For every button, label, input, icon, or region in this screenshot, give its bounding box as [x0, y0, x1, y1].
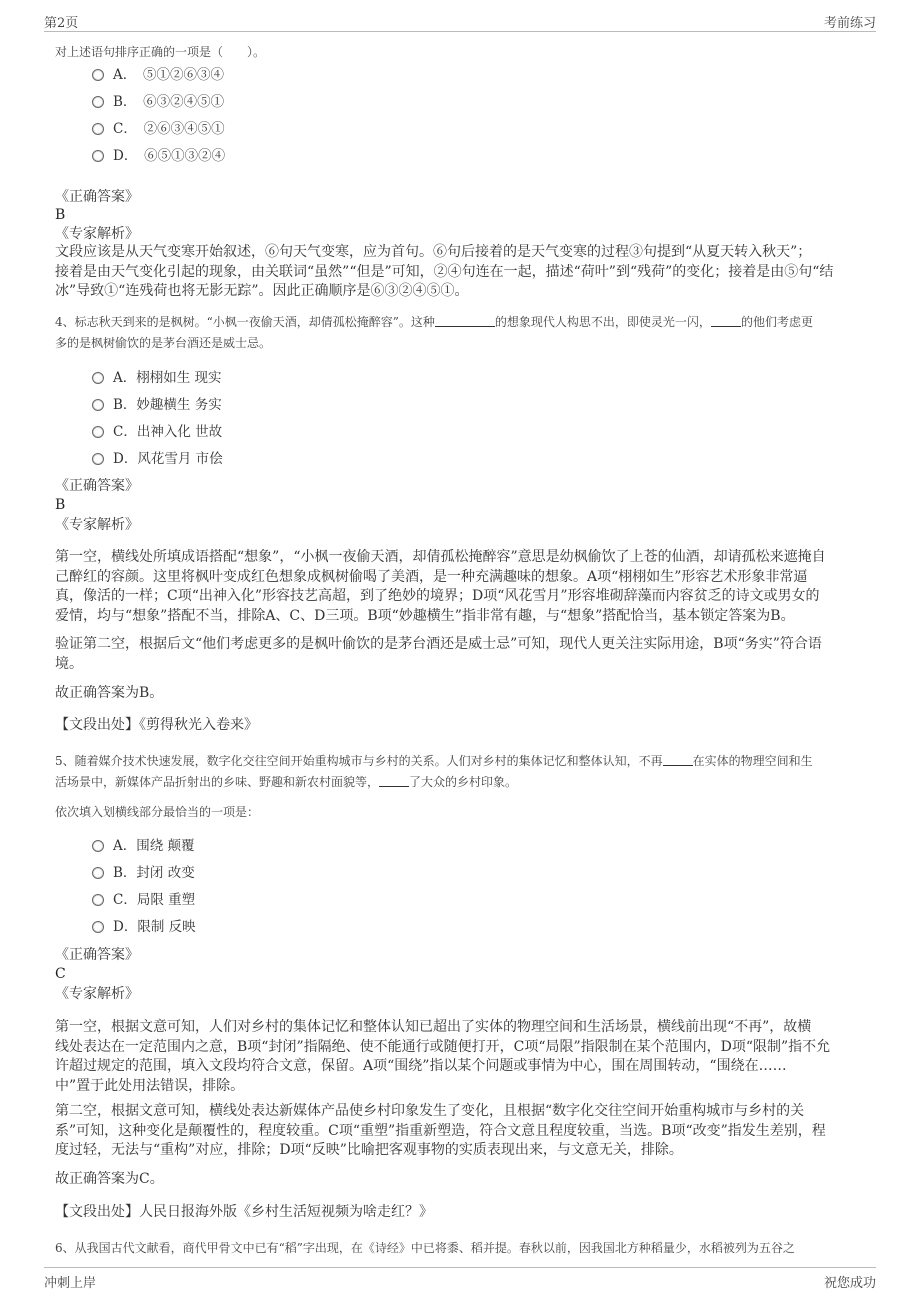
radio-icon[interactable]: [92, 96, 104, 108]
footer-left: 冲刺上岸: [44, 1276, 97, 1291]
q4-stem: [55, 312, 865, 354]
option-label: D． ⑥⑤①③②④: [113, 148, 226, 164]
q5-option-d[interactable]: [92, 917, 196, 937]
q5-prompt: 依次填入划横线部分最恰当的一项是：: [55, 805, 260, 819]
radio-icon[interactable]: [92, 123, 104, 135]
q5-conclusion: 故正确答案为C。: [55, 1171, 164, 1187]
q3-stem: 对上述语句排序正确的一项是（ ）。: [55, 45, 266, 59]
text-line: 系”可知，这种变化是颠覆性的，程度较重。C项“重塑”指重新塑造，符合文意且程度较重，当选。B项“改变”指发生差别，程: [55, 1122, 826, 1139]
q5-option-a[interactable]: [92, 836, 195, 856]
q3-option-a[interactable]: [92, 65, 224, 85]
q4-analysis-label: 《专家解析》: [55, 517, 139, 533]
text-line: 许超过规定的范围，填入文段均符合文意，保留。A项“围绕”指以某个问题或事情为中心，围在周围转动，“围绕在……: [55, 1058, 787, 1074]
option-label: C．出神入化 世故: [113, 424, 223, 440]
header-title: 考前练习: [823, 16, 876, 31]
text-line: 验证第二空，根据后文“他们考虑更多的是枫叶偷饮的是茅台酒还是威士忌”可知，现代人更关注实际用途，B项“务实”符合语: [55, 636, 822, 652]
radio-icon[interactable]: [92, 840, 104, 852]
option-label: D．风花雪月 市侩: [113, 451, 223, 467]
q5-analysis-p2: [55, 1102, 865, 1161]
q5-option-b[interactable]: [92, 863, 195, 883]
q4-conclusion: 故正确答案为B。: [55, 685, 164, 701]
option-label: C． ②⑥③④⑤①: [113, 121, 225, 137]
blank-line: [379, 773, 409, 787]
q3-option-c[interactable]: [92, 119, 225, 139]
q4-analysis-p2: [55, 635, 865, 674]
q3-analysis-label: 《专家解析》: [55, 226, 139, 242]
q4-option-c[interactable]: [92, 422, 222, 442]
q5-source: 【文段出处】人民日报海外版《乡村生活短视频为啥走红？》: [55, 1204, 433, 1220]
radio-icon[interactable]: [92, 399, 104, 411]
stem-part: 活场景中，新媒体产品折射出的乡味、野趣和新农村面貌等，: [55, 775, 380, 789]
option-label: C．局限 重塑: [113, 892, 196, 908]
q3-option-b[interactable]: [92, 92, 224, 112]
option-label: B．封闭 改变: [113, 865, 195, 881]
q5-analysis-label: 《专家解析》: [55, 986, 139, 1002]
option-label: A． ⑤①②⑥③④: [113, 67, 224, 83]
text-line: 度过轻，无法与“重构”对应，排除；D项“反映”比喻把客观事物的实质表现出来，与文意无关，排除。: [55, 1142, 683, 1158]
stem-part: 5、随着媒介技术快速发展，数字化交往空间开始重构城市与乡村的关系。人们对乡村的集体记忆和整体认知，不再: [55, 754, 663, 768]
q5-answer-label: 《正确答案》: [55, 947, 139, 963]
q3-option-d[interactable]: [92, 146, 225, 166]
text-line: 第二空，根据文意可知，横线处表达新媒体产品使乡村印象发生了变化，且根据“数字化交往空间开始重构城市与乡村的关: [55, 1103, 805, 1119]
text-line: 第一空，根据文意可知，人们对乡村的集体记忆和整体认知已超出了实体的物理空间和生活场景，横线前出现“不再”，故横: [55, 1019, 812, 1035]
text-line: 线处表达在一定范围内之意，B项“封闭”指隔绝、使不能通行或随便打开，C项“局限”指限制在某个范围内，D项“限制”指不允: [55, 1038, 831, 1055]
blank-line: [435, 313, 495, 327]
text-line: 接着是由天气变化引起的现象，由关联词“虽然”“但是”可知，②④句连在一起，描述“荷叶”到“残荷”的变化；接着是由⑤句“结: [55, 263, 834, 280]
text-line: 己醉红的容颜。这里将枫叶变成红色想象成枫树偷喝了美酒，是一种充满趣味的想象。A项“栩栩如生”形容艺术形象非常逼: [55, 568, 808, 585]
option-label: B． ⑥③②④⑤①: [113, 94, 225, 110]
q4-option-b[interactable]: [92, 395, 222, 415]
radio-icon[interactable]: [92, 894, 104, 906]
radio-icon[interactable]: [92, 150, 104, 162]
q5-option-c[interactable]: [92, 890, 195, 910]
q4-analysis-p1: [55, 548, 865, 626]
blank-line: [663, 752, 693, 766]
q5-answer: C: [55, 966, 66, 982]
q3-answer-label: 《正确答案》: [55, 189, 139, 205]
q6-stem: 6、从我国古代文献看，商代甲骨文中已有“稻”字出现，在《诗经》中已将黍、稻并提。春秋以前，因我国北方种稻量少，水稻被列为五谷之: [55, 1241, 795, 1255]
stem-part: 4、标志秋天到来的是枫树。“小枫一夜偷天酒，却倩孤松掩醉容”。这种: [55, 315, 435, 329]
footer-right: 祝您成功: [823, 1276, 876, 1291]
q4-answer: B: [55, 497, 66, 513]
radio-icon[interactable]: [92, 69, 104, 81]
stem-part: 在实体的物理空间和生: [692, 754, 813, 768]
text-line: 真，像活的一样；C项“出神入化”形容技艺高超，到了绝妙的境界；D项“风花雪月”形容堆砌辞藻而内容贫乏的诗文或男女的: [55, 588, 820, 604]
radio-icon[interactable]: [92, 372, 104, 384]
option-label: B．妙趣横生 务实: [113, 397, 222, 413]
stem-part: 的想象现代人构思不出，即使灵光一闪，: [494, 315, 711, 329]
stem-part: 了大众的乡村印象。: [409, 775, 518, 789]
text-line: 境。: [55, 655, 83, 672]
radio-icon[interactable]: [92, 453, 104, 465]
text-line: 中”置于此处用法错误，排除。: [55, 1077, 245, 1094]
q4-answer-label: 《正确答案》: [55, 478, 139, 494]
blank-line: [711, 313, 741, 327]
option-label: A．栩栩如生 现实: [113, 370, 222, 386]
page-header: [44, 10, 876, 32]
stem-part: 多的是枫树偷饮的是茅台酒还是威士忌。: [55, 336, 272, 350]
q5-analysis-p1: [55, 1018, 865, 1096]
page-number: 第2页: [44, 16, 79, 31]
text-line: 爱情，均与“想象”搭配不当，排除A、C、D三项。B项“妙趣横生”指非常有趣，与“想象”搭配恰当，基本锁定答案为B。: [55, 607, 795, 624]
q3-answer: B: [55, 207, 66, 223]
stem-part: 的他们考虑更: [740, 315, 813, 329]
q4-source: 【文段出处】《剪得秋光入卷来》: [55, 717, 258, 733]
radio-icon[interactable]: [92, 867, 104, 879]
option-label: D．限制 反映: [113, 919, 196, 935]
text-line: 第一空，横线处所填成语搭配“想象”，“小枫一夜偷天酒，却倩孤松掩醉容”意思是幼枫偷饮了上苍的仙酒，却请孤松来遮掩自: [55, 549, 826, 565]
q4-option-d[interactable]: [92, 449, 223, 469]
q4-option-a[interactable]: [92, 368, 222, 388]
radio-icon[interactable]: [92, 426, 104, 438]
page-footer: [44, 1267, 876, 1291]
option-label: A．围绕 颠覆: [113, 838, 195, 854]
q5-stem: [55, 751, 865, 793]
text-line: 文段应该是从天气变寒开始叙述，⑥句天气变寒，应为首句。⑥句后接着的是天气变寒的过程③句提到“从夏天转入秋天”；: [55, 244, 812, 260]
text-line: 冰”导致①“连残荷也将无影无踪”。因此正确顺序是⑥③②④⑤①。: [55, 283, 469, 299]
radio-icon[interactable]: [92, 921, 104, 933]
q3-analysis: [55, 243, 865, 302]
